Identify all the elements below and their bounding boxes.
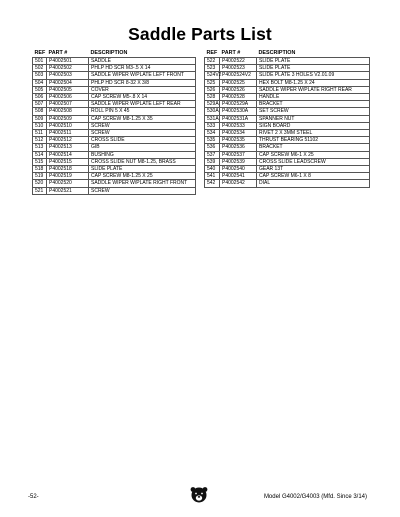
ref-cell: 525 [205, 79, 220, 86]
part-number-cell: P4002530A [220, 108, 257, 115]
ref-cell: 523 [205, 65, 220, 72]
ref-cell: 515 [33, 158, 47, 165]
ref-cell: 524V2 [205, 72, 220, 79]
part-number-cell: P4002528 [220, 94, 257, 101]
part-number-cell: P4002521 [47, 187, 89, 194]
table-row [205, 108, 370, 115]
description-cell: CAP SCREW M5-.8 X 14 [89, 94, 196, 101]
description-cell: SCREW [89, 122, 196, 129]
table-row [33, 72, 196, 79]
table-row [33, 115, 196, 122]
table-row [33, 137, 196, 144]
description-cell: SLIDE PLATE [257, 58, 370, 65]
part-number-cell: P4002510 [47, 122, 89, 129]
part-number-cell: P4002520 [47, 180, 89, 187]
description-cell: SLIDE PLATE [89, 166, 196, 173]
description-cell: BRACKET [257, 101, 370, 108]
part-number-cell: P4002526 [220, 86, 257, 93]
part-number-cell: P4002542 [220, 180, 257, 187]
ref-cell: 535 [205, 137, 220, 144]
description-column-header: DESCRIPTION [258, 50, 296, 56]
description-cell: SADDLE WIPER W/PLATE LEFT REAR [89, 101, 196, 108]
part-number-cell: P4002523 [220, 65, 257, 72]
parts-table-left-body [33, 58, 196, 195]
table-row [205, 151, 370, 158]
page-title: Saddle Parts List [128, 24, 272, 44]
description-cell: CROSS SLIDE NUT M8-1.25, BRASS [89, 158, 196, 165]
model-info: Model G4002/G4003 (Mfd. Since 3/14) [263, 494, 367, 500]
part-number-cell: P4002536 [220, 144, 257, 151]
ref-column-header: REF [206, 50, 218, 56]
ref-cell: 510 [33, 122, 47, 129]
table-row [205, 86, 370, 93]
page-number: -52- [28, 494, 39, 500]
table-row [33, 130, 196, 137]
table-row [33, 58, 196, 65]
ref-cell: 506 [33, 94, 47, 101]
description-column-header: DESCRIPTION [90, 50, 128, 56]
description-cell: THRUST BEARING 51102 [257, 137, 370, 144]
ref-cell: 539 [205, 158, 220, 165]
part-number-cell: P4002531A [220, 115, 257, 122]
part-number-cell: P4002524V2 [220, 72, 257, 79]
table-row [33, 173, 196, 180]
table-header-row [205, 49, 370, 58]
table-row [205, 101, 370, 108]
ref-cell: 542 [205, 180, 220, 187]
table-header-row [33, 49, 196, 58]
description-cell: COVER [89, 86, 196, 93]
table-row [33, 86, 196, 93]
ref-cell: 519 [33, 173, 47, 180]
table-row [205, 65, 370, 72]
description-cell: HANDLE [257, 94, 370, 101]
description-cell: SLIDE PLATE 3 HOLES V2.01.09 [257, 72, 370, 79]
description-cell: GIB [89, 144, 196, 151]
table-row [33, 108, 196, 115]
description-cell: SET SCREW [257, 108, 370, 115]
ref-cell: 501 [33, 58, 47, 65]
part-number-cell: P4002508 [47, 108, 89, 115]
part-number-cell: P4002507 [47, 101, 89, 108]
description-cell: SCREW [89, 130, 196, 137]
ref-cell: 521 [33, 187, 47, 194]
part-number-cell: P4002515 [47, 158, 89, 165]
table-row [33, 79, 196, 86]
part-number-cell: P4002534 [220, 130, 257, 137]
description-cell: SADDLE WIPER W/PLATE LEFT FRONT [89, 72, 196, 79]
description-cell: SADDLE WIPER W/PLATE RIGHT FRONT [89, 180, 196, 187]
description-cell: BUSHING [89, 151, 196, 158]
description-cell: GEAR 13T [257, 166, 370, 173]
ref-cell: 537 [205, 151, 220, 158]
table-row [205, 173, 370, 180]
description-cell: SLIDE PLATE [257, 65, 370, 72]
table-row [205, 130, 370, 137]
ref-cell: 528 [205, 94, 220, 101]
ref-column-header: REF [34, 50, 46, 56]
ref-cell: 534 [205, 130, 220, 137]
description-cell: CROSS SLIDE LEADSCREW [257, 158, 370, 165]
part-number-cell: P4002502 [47, 65, 89, 72]
table-row [33, 187, 196, 194]
table-row [33, 122, 196, 129]
part-number-cell: P4002539 [220, 158, 257, 165]
ref-cell: 503 [33, 72, 47, 79]
description-cell: PHLP HD SCR 8-32 X 3/8 [89, 79, 196, 86]
table-row [33, 151, 196, 158]
description-cell: PHLP HD SCR M3-.5 X 14 [89, 65, 196, 72]
table-row [205, 122, 370, 129]
ref-cell: 513 [33, 144, 47, 151]
ref-cell: 502 [33, 65, 47, 72]
part-number-cell: P4002541 [220, 173, 257, 180]
part-number-cell: P4002535 [220, 137, 257, 144]
part-number-cell: P4002522 [220, 58, 257, 65]
ref-cell: 504 [33, 79, 47, 86]
ref-cell: 533 [205, 122, 220, 129]
description-cell: SPANNER NUT [257, 115, 370, 122]
ref-cell: 518 [33, 166, 47, 173]
part-number-cell: P4002513 [47, 144, 89, 151]
table-row [205, 94, 370, 101]
parts-table-right [204, 49, 370, 188]
description-cell: CROSS SLIDE [89, 137, 196, 144]
table-row [205, 144, 370, 151]
ref-cell: 508 [33, 108, 47, 115]
ref-cell: 529A [205, 101, 220, 108]
ref-cell: 541 [205, 173, 220, 180]
part-number-cell: P4002525 [220, 79, 257, 86]
ref-cell: 509 [33, 115, 47, 122]
description-cell: SCREW [89, 187, 196, 194]
description-cell: SADDLE WIPER W/PLATE RIGHT REAR [257, 86, 370, 93]
table-row [33, 65, 196, 72]
parts-table-left [32, 49, 196, 195]
part-number-cell: P4002537 [220, 151, 257, 158]
ref-cell: 526 [205, 86, 220, 93]
part-number-cell: P4002529A [220, 101, 257, 108]
part-number-cell: P4002540 [220, 166, 257, 173]
ref-cell: 511 [33, 130, 47, 137]
table-row [205, 137, 370, 144]
description-cell: RIVET 2 X 3MM STEEL [257, 130, 370, 137]
ref-cell: 536 [205, 144, 220, 151]
table-row [33, 158, 196, 165]
table-row [205, 158, 370, 165]
grizzly-bear-logo-icon [189, 484, 209, 504]
table-row [33, 166, 196, 173]
description-cell: CAP SCREW M6-1 X 8 [257, 173, 370, 180]
ref-cell: 540 [205, 166, 220, 173]
table-row [33, 144, 196, 151]
table-row [205, 180, 370, 187]
part-column-header: PART # [221, 50, 241, 56]
ref-cell: 530A [205, 108, 220, 115]
description-cell: ROLL PIN 5 X 45 [89, 108, 196, 115]
part-number-cell: P4002512 [47, 137, 89, 144]
description-cell: CAP SCREW M8-1.25 X 25 [89, 173, 196, 180]
part-column-header: PART # [48, 50, 68, 56]
ref-cell: 505 [33, 86, 47, 93]
table-row [33, 101, 196, 108]
description-cell: CAP SCREW M8-1.25 X 35 [89, 115, 196, 122]
description-cell: BRACKET [257, 144, 370, 151]
table-row [33, 180, 196, 187]
description-cell: HEX BOLT M8-1.25 X 24 [257, 79, 370, 86]
part-number-cell: P4002503 [47, 72, 89, 79]
table-row [205, 115, 370, 122]
part-number-cell: P4002511 [47, 130, 89, 137]
table-row [205, 79, 370, 86]
table-row [205, 72, 370, 79]
part-number-cell: P4002518 [47, 166, 89, 173]
part-number-cell: P4002505 [47, 86, 89, 93]
table-row [33, 94, 196, 101]
part-number-cell: P4002519 [47, 173, 89, 180]
ref-cell: 522 [205, 58, 220, 65]
part-number-cell: P4002501 [47, 58, 89, 65]
ref-cell: 507 [33, 101, 47, 108]
part-number-cell: P4002506 [47, 94, 89, 101]
ref-cell: 512 [33, 137, 47, 144]
ref-cell: 531A [205, 115, 220, 122]
table-row [205, 58, 370, 65]
ref-cell: 520 [33, 180, 47, 187]
table-row [205, 166, 370, 173]
part-number-cell: P4002509 [47, 115, 89, 122]
ref-cell: 514 [33, 151, 47, 158]
part-number-cell: P4002533 [220, 122, 257, 129]
description-cell: DIAL [257, 180, 370, 187]
description-cell: CAP SCREW M6-1 X 25 [257, 151, 370, 158]
part-number-cell: P4002514 [47, 151, 89, 158]
description-cell: SADDLE [89, 58, 196, 65]
part-number-cell: P4002504 [47, 79, 89, 86]
description-cell: SIGN BOARD [257, 122, 370, 129]
parts-table-right-body [205, 58, 370, 188]
